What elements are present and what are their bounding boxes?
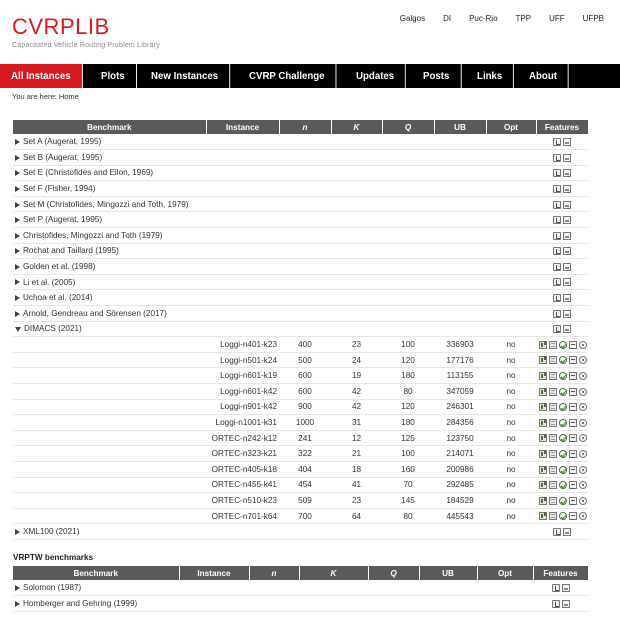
instance-opt: no (486, 430, 536, 446)
instance-q: 160 (382, 461, 434, 477)
circle-icon[interactable] (579, 512, 587, 520)
circle-icon[interactable] (579, 466, 587, 474)
col-k: K (331, 120, 382, 134)
instance-q: 125 (382, 430, 434, 446)
benchmark-name: Set M (Christofides, Mingozzi and Toth, 1979) (23, 199, 189, 209)
instance-opt: no (486, 508, 536, 524)
list-icon[interactable] (569, 450, 577, 458)
print-icon[interactable] (563, 216, 571, 224)
collapsed-arrow-icon[interactable] (15, 248, 20, 254)
cvrp-benchmark-table (13, 120, 589, 540)
col-ub: UB (434, 120, 486, 134)
table-row (13, 415, 588, 431)
circle-icon[interactable] (579, 403, 587, 411)
download-icon[interactable] (553, 154, 561, 162)
benchmark-name: Arnold, Gendreau and Sörensen (2017) (23, 308, 167, 318)
instance-features (536, 430, 588, 446)
nav-posts[interactable]: Posts (412, 64, 461, 88)
group-features (533, 596, 588, 612)
instance-n: 404 (279, 461, 331, 477)
instance-ub: 284356 (434, 415, 486, 431)
instance-k: 19 (331, 368, 382, 384)
instance-features (536, 508, 588, 524)
print-icon[interactable] (563, 310, 571, 318)
table-row (13, 399, 588, 415)
benchmark-group-row[interactable] (13, 228, 588, 244)
download-icon[interactable] (553, 232, 561, 240)
site-logo[interactable] (12, 14, 160, 49)
instance-opt: no (486, 415, 536, 431)
print-icon[interactable] (563, 294, 571, 302)
check-icon[interactable] (559, 372, 567, 380)
chart-icon[interactable] (539, 388, 547, 396)
print-icon[interactable] (563, 278, 571, 286)
chart-icon[interactable] (539, 466, 547, 474)
col-q: Q (382, 120, 434, 134)
instance-features (536, 399, 588, 415)
chart-icon[interactable] (539, 512, 547, 520)
print-icon[interactable] (563, 247, 571, 255)
table-header-row (13, 566, 588, 580)
nav-updates[interactable]: Updates (345, 64, 406, 88)
download-icon[interactable] (553, 294, 561, 302)
check-icon[interactable] (559, 466, 567, 474)
check-icon[interactable] (559, 388, 567, 396)
table-header-row (13, 120, 588, 134)
instance-features (536, 368, 588, 384)
instance-opt: no (486, 368, 536, 384)
collapsed-arrow-icon[interactable] (15, 139, 20, 145)
table-row (13, 352, 588, 368)
benchmark-name: Set B (Augerat, 1995) (23, 152, 103, 162)
download-icon[interactable] (553, 185, 561, 193)
group-features (536, 228, 588, 244)
collapsed-arrow-icon[interactable] (15, 155, 20, 161)
print-icon[interactable] (563, 232, 571, 240)
grid-icon[interactable] (549, 419, 557, 427)
benchmark-name: Homberger and Gehring (1999) (23, 598, 138, 608)
check-icon[interactable] (559, 403, 567, 411)
group-features (536, 243, 588, 259)
circle-icon[interactable] (579, 450, 587, 458)
collapsed-arrow-icon[interactable] (15, 217, 20, 223)
list-icon[interactable] (569, 497, 577, 505)
chart-icon[interactable] (539, 403, 547, 411)
download-icon[interactable] (553, 138, 561, 146)
circle-icon[interactable] (579, 341, 587, 349)
instance-q: 80 (382, 384, 434, 400)
nav-plots[interactable]: Plots (90, 64, 137, 88)
instance-k: 64 (331, 508, 382, 524)
benchmark-group-row[interactable] (13, 290, 588, 306)
collapsed-arrow-icon[interactable] (15, 295, 20, 301)
collapsed-arrow-icon[interactable] (15, 311, 20, 317)
group-features (536, 259, 588, 275)
col-n: n (249, 566, 299, 580)
instance-opt: no (486, 352, 536, 368)
instance-opt: no (486, 384, 536, 400)
list-icon[interactable] (569, 356, 577, 364)
download-icon[interactable] (553, 310, 561, 318)
check-icon[interactable] (559, 512, 567, 520)
instance-ub: 246301 (434, 399, 486, 415)
chart-icon[interactable] (539, 356, 547, 364)
benchmark-name: Golden et al. (1998) (23, 262, 96, 272)
circle-icon[interactable] (579, 497, 587, 505)
instance-n: 509 (279, 493, 331, 509)
benchmark-group-row[interactable] (13, 165, 588, 181)
benchmark-name: Set P (Augerat, 1995) (23, 215, 103, 225)
toplink-pucrio[interactable]: Puc-Rio (469, 14, 498, 23)
check-icon[interactable] (559, 419, 567, 427)
instance-n: 600 (279, 368, 331, 384)
instance-features (536, 493, 588, 509)
instance-name[interactable]: ORTEC-n510-k23 (206, 493, 279, 509)
list-icon[interactable] (569, 341, 577, 349)
collapsed-arrow-icon[interactable] (15, 202, 20, 208)
benchmark-name: Set F (Fisher, 1994) (23, 184, 96, 194)
collapsed-arrow-icon[interactable] (15, 186, 20, 192)
instance-name[interactable]: Loggi-n601-k42 (206, 384, 279, 400)
instance-k: 41 (331, 477, 382, 493)
circle-icon[interactable] (579, 356, 587, 364)
instance-ub: 214071 (434, 446, 486, 462)
instance-n: 600 (279, 384, 331, 400)
toplink-tpp[interactable]: TPP (515, 14, 532, 23)
main-nav (0, 64, 620, 88)
instance-ub: 336903 (434, 337, 486, 353)
check-icon[interactable] (559, 434, 567, 442)
benchmark-group-row[interactable] (13, 321, 588, 337)
collapsed-arrow-icon[interactable] (15, 279, 20, 285)
instance-k: 24 (331, 352, 382, 368)
chart-icon[interactable] (539, 341, 547, 349)
instance-name[interactable]: Loggi-n401-k23 (206, 337, 279, 353)
group-features (536, 524, 588, 540)
instance-name[interactable]: ORTEC-n405-k18 (206, 461, 279, 477)
list-icon[interactable] (569, 388, 577, 396)
instance-name[interactable]: Loggi-n501-k24 (206, 352, 279, 368)
group-features (536, 165, 588, 181)
grid-icon[interactable] (549, 341, 557, 349)
instance-opt: no (486, 399, 536, 415)
instance-opt: no (486, 477, 536, 493)
instance-ub: 184529 (434, 493, 486, 509)
benchmark-group-row[interactable] (13, 181, 588, 197)
download-icon[interactable] (553, 278, 561, 286)
grid-icon[interactable] (549, 450, 557, 458)
instance-k: 31 (331, 415, 382, 431)
col-benchmark: Benchmark (13, 120, 206, 134)
top-links (400, 14, 604, 23)
nav-new-instances[interactable]: New Instances (140, 64, 230, 88)
benchmark-name: Rochat and Taillard (1995) (23, 246, 119, 256)
grid-icon[interactable] (549, 466, 557, 474)
instance-q: 145 (382, 493, 434, 509)
benchmark-group-row[interactable] (13, 306, 588, 322)
toplink-galgos[interactable]: Galgos (399, 14, 426, 23)
expanded-arrow-icon[interactable] (15, 327, 21, 332)
benchmark-group-row[interactable] (13, 150, 588, 166)
print-icon[interactable] (562, 584, 570, 592)
grid-icon[interactable] (549, 481, 557, 489)
print-icon[interactable] (563, 154, 571, 162)
instance-ub: 113155 (434, 368, 486, 384)
col-instance: Instance (179, 566, 249, 580)
chart-icon[interactable] (539, 434, 547, 442)
instance-q: 180 (382, 415, 434, 431)
download-icon[interactable] (553, 216, 561, 224)
download-icon[interactable] (553, 201, 561, 209)
instance-features (536, 352, 588, 368)
instance-k: 42 (331, 384, 382, 400)
download-icon[interactable] (553, 325, 561, 333)
group-features (536, 321, 588, 337)
instance-n: 900 (279, 399, 331, 415)
col-q: Q (368, 566, 419, 580)
grid-icon[interactable] (549, 497, 557, 505)
benchmark-group-row[interactable] (13, 134, 588, 150)
instance-opt: no (486, 461, 536, 477)
instance-n: 500 (279, 352, 331, 368)
download-icon[interactable] (552, 600, 560, 608)
download-icon[interactable] (553, 247, 561, 255)
chart-icon[interactable] (539, 481, 547, 489)
list-icon[interactable] (569, 419, 577, 427)
collapsed-arrow-icon[interactable] (15, 601, 20, 607)
instance-opt: no (486, 446, 536, 462)
list-icon[interactable] (569, 481, 577, 489)
col-n: n (279, 120, 331, 134)
col-instance: Instance (206, 120, 279, 134)
check-icon[interactable] (559, 341, 567, 349)
table-row (13, 446, 588, 462)
vrptw-benchmark-table (13, 566, 589, 612)
instance-name[interactable]: Loggi-n901-k42 (206, 399, 279, 415)
instance-ub: 292485 (434, 477, 486, 493)
instance-k: 23 (331, 493, 382, 509)
instance-q: 100 (382, 446, 434, 462)
nav-about[interactable]: About (518, 64, 569, 88)
col-opt: Opt (486, 120, 536, 134)
col-opt: Opt (477, 566, 533, 580)
benchmark-name: Solomon (1987) (23, 583, 82, 593)
instance-name[interactable]: Loggi-n601-k19 (206, 368, 279, 384)
group-features (536, 290, 588, 306)
table-row (13, 477, 588, 493)
instance-name[interactable]: ORTEC-n701-k64 (206, 508, 279, 524)
list-icon[interactable] (569, 403, 577, 411)
list-icon[interactable] (569, 512, 577, 520)
group-features (536, 306, 588, 322)
instance-q: 120 (382, 399, 434, 415)
group-features (533, 580, 588, 596)
download-icon[interactable] (552, 584, 560, 592)
instance-n: 700 (279, 508, 331, 524)
group-features (536, 212, 588, 228)
benchmark-name: Li et al. (2005) (23, 277, 76, 287)
collapsed-arrow-icon[interactable] (15, 529, 20, 535)
instance-n: 322 (279, 446, 331, 462)
benchmark-group-row[interactable] (13, 524, 588, 540)
chart-icon[interactable] (539, 419, 547, 427)
benchmark-name: XML100 (2021) (23, 527, 80, 537)
instance-name[interactable]: ORTEC-n455-k41 (206, 477, 279, 493)
instance-n: 454 (279, 477, 331, 493)
instance-ub: 177176 (434, 352, 486, 368)
nav-links[interactable]: Links (466, 64, 514, 88)
collapsed-arrow-icon[interactable] (15, 233, 20, 239)
benchmark-name: Uchoa et al. (2014) (23, 293, 93, 303)
logo-subtitle: Capacitated Vehicle Routing Problem Library (12, 42, 160, 49)
benchmark-group-row[interactable] (13, 212, 588, 228)
download-icon[interactable] (553, 169, 561, 177)
benchmark-group-row[interactable] (13, 243, 588, 259)
table-row (13, 384, 588, 400)
collapsed-arrow-icon[interactable] (15, 264, 20, 270)
list-icon[interactable] (569, 372, 577, 380)
benchmark-group-row[interactable] (13, 259, 588, 275)
print-icon[interactable] (563, 263, 571, 271)
instance-ub: 347059 (434, 384, 486, 400)
instance-k: 18 (331, 461, 382, 477)
instance-q: 100 (382, 337, 434, 353)
benchmark-name: DIMACS (2021) (24, 324, 82, 334)
group-features (536, 196, 588, 212)
col-k: K (299, 566, 368, 580)
instance-q: 180 (382, 368, 434, 384)
instance-k: 23 (331, 337, 382, 353)
table-row (13, 493, 588, 509)
table-row (13, 430, 588, 446)
toplink-di[interactable]: DI (443, 14, 452, 23)
breadcrumb: You are here: Home (12, 92, 79, 101)
print-icon[interactable] (562, 600, 570, 608)
col-ub: UB (419, 566, 477, 580)
instance-ub: 123750 (434, 430, 486, 446)
vrptw-section-title: VRPTW benchmarks (13, 553, 94, 562)
table-row (13, 461, 588, 477)
instance-features (536, 477, 588, 493)
circle-icon[interactable] (579, 419, 587, 427)
instance-features (536, 461, 588, 477)
chart-icon[interactable] (539, 450, 547, 458)
instance-k: 42 (331, 399, 382, 415)
col-features: Features (533, 566, 588, 580)
instance-opt: no (486, 493, 536, 509)
download-icon[interactable] (553, 528, 561, 536)
instance-name[interactable]: ORTEC-n242-k12 (206, 430, 279, 446)
benchmark-group-row[interactable] (13, 580, 588, 596)
check-icon[interactable] (559, 481, 567, 489)
grid-icon[interactable] (549, 388, 557, 396)
check-icon[interactable] (559, 450, 567, 458)
grid-icon[interactable] (549, 356, 557, 364)
benchmark-name: Set E (Christofides and Eilon, 1969) (23, 168, 154, 178)
instance-ub: 200986 (434, 461, 486, 477)
col-features: Features (536, 120, 588, 134)
check-icon[interactable] (559, 356, 567, 364)
instance-opt: no (486, 337, 536, 353)
grid-icon[interactable] (549, 403, 557, 411)
instance-q: 70 (382, 477, 434, 493)
toplink-uff[interactable]: UFF (549, 14, 565, 23)
benchmark-group-row[interactable] (13, 274, 588, 290)
circle-icon[interactable] (579, 481, 587, 489)
print-icon[interactable] (563, 528, 571, 536)
grid-icon[interactable] (549, 512, 557, 520)
nav-all-instances[interactable]: All Instances (0, 64, 83, 88)
benchmark-name: Set A (Augerat, 1995) (23, 137, 102, 147)
grid-icon[interactable] (549, 372, 557, 380)
print-icon[interactable] (563, 201, 571, 209)
list-icon[interactable] (569, 466, 577, 474)
col-benchmark: Benchmark (13, 566, 179, 580)
chart-icon[interactable] (539, 497, 547, 505)
toplink-ufpb[interactable]: UFPB (582, 14, 604, 23)
benchmark-name: Christofides, Mingozzi and Toth (1979) (23, 230, 163, 240)
chart-icon[interactable] (539, 372, 547, 380)
instance-k: 21 (331, 446, 382, 462)
instance-name[interactable]: Loggi-n1001-k31 (206, 415, 279, 431)
print-icon[interactable] (563, 185, 571, 193)
collapsed-arrow-icon[interactable] (15, 585, 20, 591)
instance-features (536, 337, 588, 353)
print-icon[interactable] (563, 169, 571, 177)
list-icon[interactable] (569, 434, 577, 442)
table-row (13, 508, 588, 524)
benchmark-group-row[interactable] (13, 596, 588, 612)
logo-title: CVRPLIB (12, 14, 110, 39)
print-icon[interactable] (563, 325, 571, 333)
instance-features (536, 446, 588, 462)
benchmark-group-row[interactable] (13, 196, 588, 212)
instance-ub: 445543 (434, 508, 486, 524)
instance-k: 12 (331, 430, 382, 446)
group-features (536, 181, 588, 197)
circle-icon[interactable] (579, 388, 587, 396)
instance-q: 80 (382, 508, 434, 524)
group-features (536, 274, 588, 290)
instance-features (536, 415, 588, 431)
nav-cvrp-challenge[interactable]: CVRP Challenge (238, 64, 337, 88)
circle-icon[interactable] (579, 434, 587, 442)
instance-q: 120 (382, 352, 434, 368)
group-features (536, 150, 588, 166)
instance-n: 241 (279, 430, 331, 446)
table-row (13, 337, 588, 353)
grid-icon[interactable] (549, 434, 557, 442)
group-features (536, 134, 588, 150)
print-icon[interactable] (563, 138, 571, 146)
instance-n: 1000 (279, 415, 331, 431)
instance-name[interactable]: ORTEC-n323-k21 (206, 446, 279, 462)
instance-n: 400 (279, 337, 331, 353)
nav-filler (573, 64, 620, 88)
download-icon[interactable] (553, 263, 561, 271)
circle-icon[interactable] (579, 372, 587, 380)
collapsed-arrow-icon[interactable] (15, 170, 20, 176)
check-icon[interactable] (559, 497, 567, 505)
table-row (13, 368, 588, 384)
instance-features (536, 384, 588, 400)
